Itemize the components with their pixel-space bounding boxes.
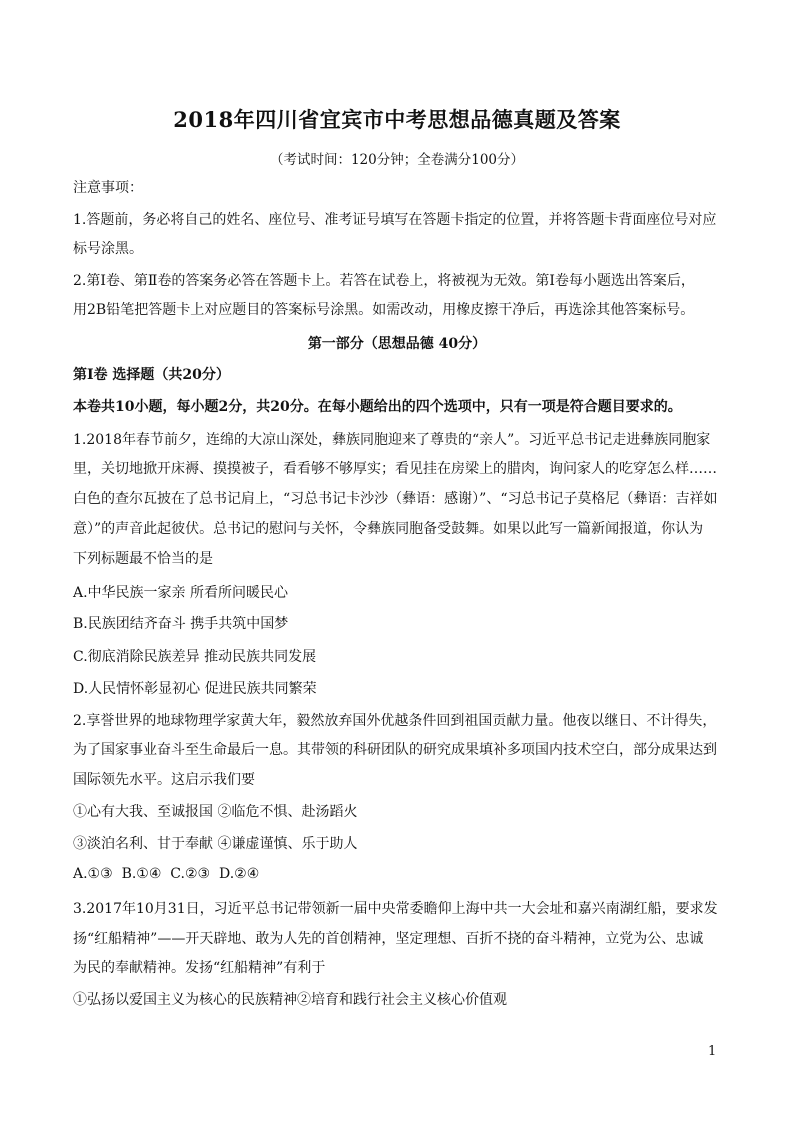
question-2-item: ③淡泊名利、甘于奉献 ④谦虚谨慎、乐于助人 [73,836,358,852]
notes-heading: 注意事项： [73,180,143,196]
question-2-item: ①心有大我、至诚报国 ②临危不惧、赴汤蹈火 [73,804,358,820]
question-3-line: 扬“红船精神”——开天辟地、敢为人先的首创精神，坚定理想、百折不挠的奋斗精神，立党为公、忠诚 [73,931,704,947]
question-3-line: 为民的奉献精神。发扬“红船精神”有利于 [73,960,326,976]
question-1-option: A.中华民族一家亲 所看所问暖民心 [73,585,289,601]
question-1-option: C.彻底消除民族差异 推动民族共同发展 [73,649,317,665]
question-1-line: 白色的查尔瓦披在了总书记肩上，“习总书记卡沙沙（彝语：感谢）”、“习总书记子莫格尼（彝语：吉祥如 [73,491,718,507]
section-heading: 第Ⅰ卷 选择题（共20分） [73,367,230,383]
exam-subtitle: （考试时间：120分钟；全卷满分100分） [269,152,525,168]
part-heading: 第一部分（思想品德 40分） [307,336,487,352]
question-1-line: 意）”的声音此起彼伏。总书记的慰问与关怀，令彝族同胞备受鼓舞。如果以此写一篇新闻报道，你认为 [73,521,704,537]
note-line: 用2B铅笔把答题卡上对应题目的答案标号涂黑。如需改动，用橡皮擦干净后，再选涂其他答案标号。 [73,302,695,318]
note-line: 标号涂黑。 [73,241,143,257]
question-1-line: 下列标题最不恰当的是 [73,551,213,567]
section-instruction: 本卷共10小题，每小题2分，共20分。在每小题给出的四个选项中，只有一项是符合题目要求的。 [73,399,682,415]
question-3-line: 3.2017年10月31日，习近平总书记带领新一届中央常委瞻仰上海中共一大会址和嘉兴南湖红船，要求发 [73,901,718,917]
page-title: 2018年四川省宜宾市中考思想品德真题及答案 [173,107,621,132]
question-1-line: 里，关切地掀开床褥、摸摸被子，看看够不够厚实；看见挂在房梁上的腊肉，询问家人的吃穿怎么样…… [73,461,717,477]
note-line: 1.答题前，务必将自己的姓名、座位号、准考证号填写在答题卡指定的位置，并将答题卡背面座位号对应 [73,212,717,228]
question-2-line: 国际领先水平。这启示我们要 [73,772,255,788]
note-line: 2.第Ⅰ卷、第Ⅱ卷的答案务必答在答题卡上。若答在试卷上，将被视为无效。第Ⅰ卷每小题选出答案后， [73,273,695,289]
question-2-options: A.①③ B.①④ C.②③ D.②④ [73,866,260,882]
page-number: 1 [708,1044,717,1059]
question-1-option: D.人民情怀彰显初心 促进民族共同繁荣 [73,681,317,697]
question-1-option: B.民族团结齐奋斗 携手共筑中国梦 [73,616,289,632]
question-2-line: 为了国家事业奋斗至生命最后一息。其带领的科研团队的研究成果填补多项国内技术空白，部分成果达到 [73,742,717,758]
question-3-item: ①弘扬以爱国主义为核心的民族精神②培育和践行社会主义核心价值观 [73,992,507,1008]
question-2-line: 2.享誉世界的地球物理学家黄大年，毅然放弃国外优越条件回到祖国贡献力量。他夜以继日、不计得失， [73,713,717,729]
question-1-line: 1.2018年春节前夕，连绵的大凉山深处，彝族同胞迎来了尊贵的“亲人”。习近平总书记走进彝族同胞家 [73,432,711,448]
